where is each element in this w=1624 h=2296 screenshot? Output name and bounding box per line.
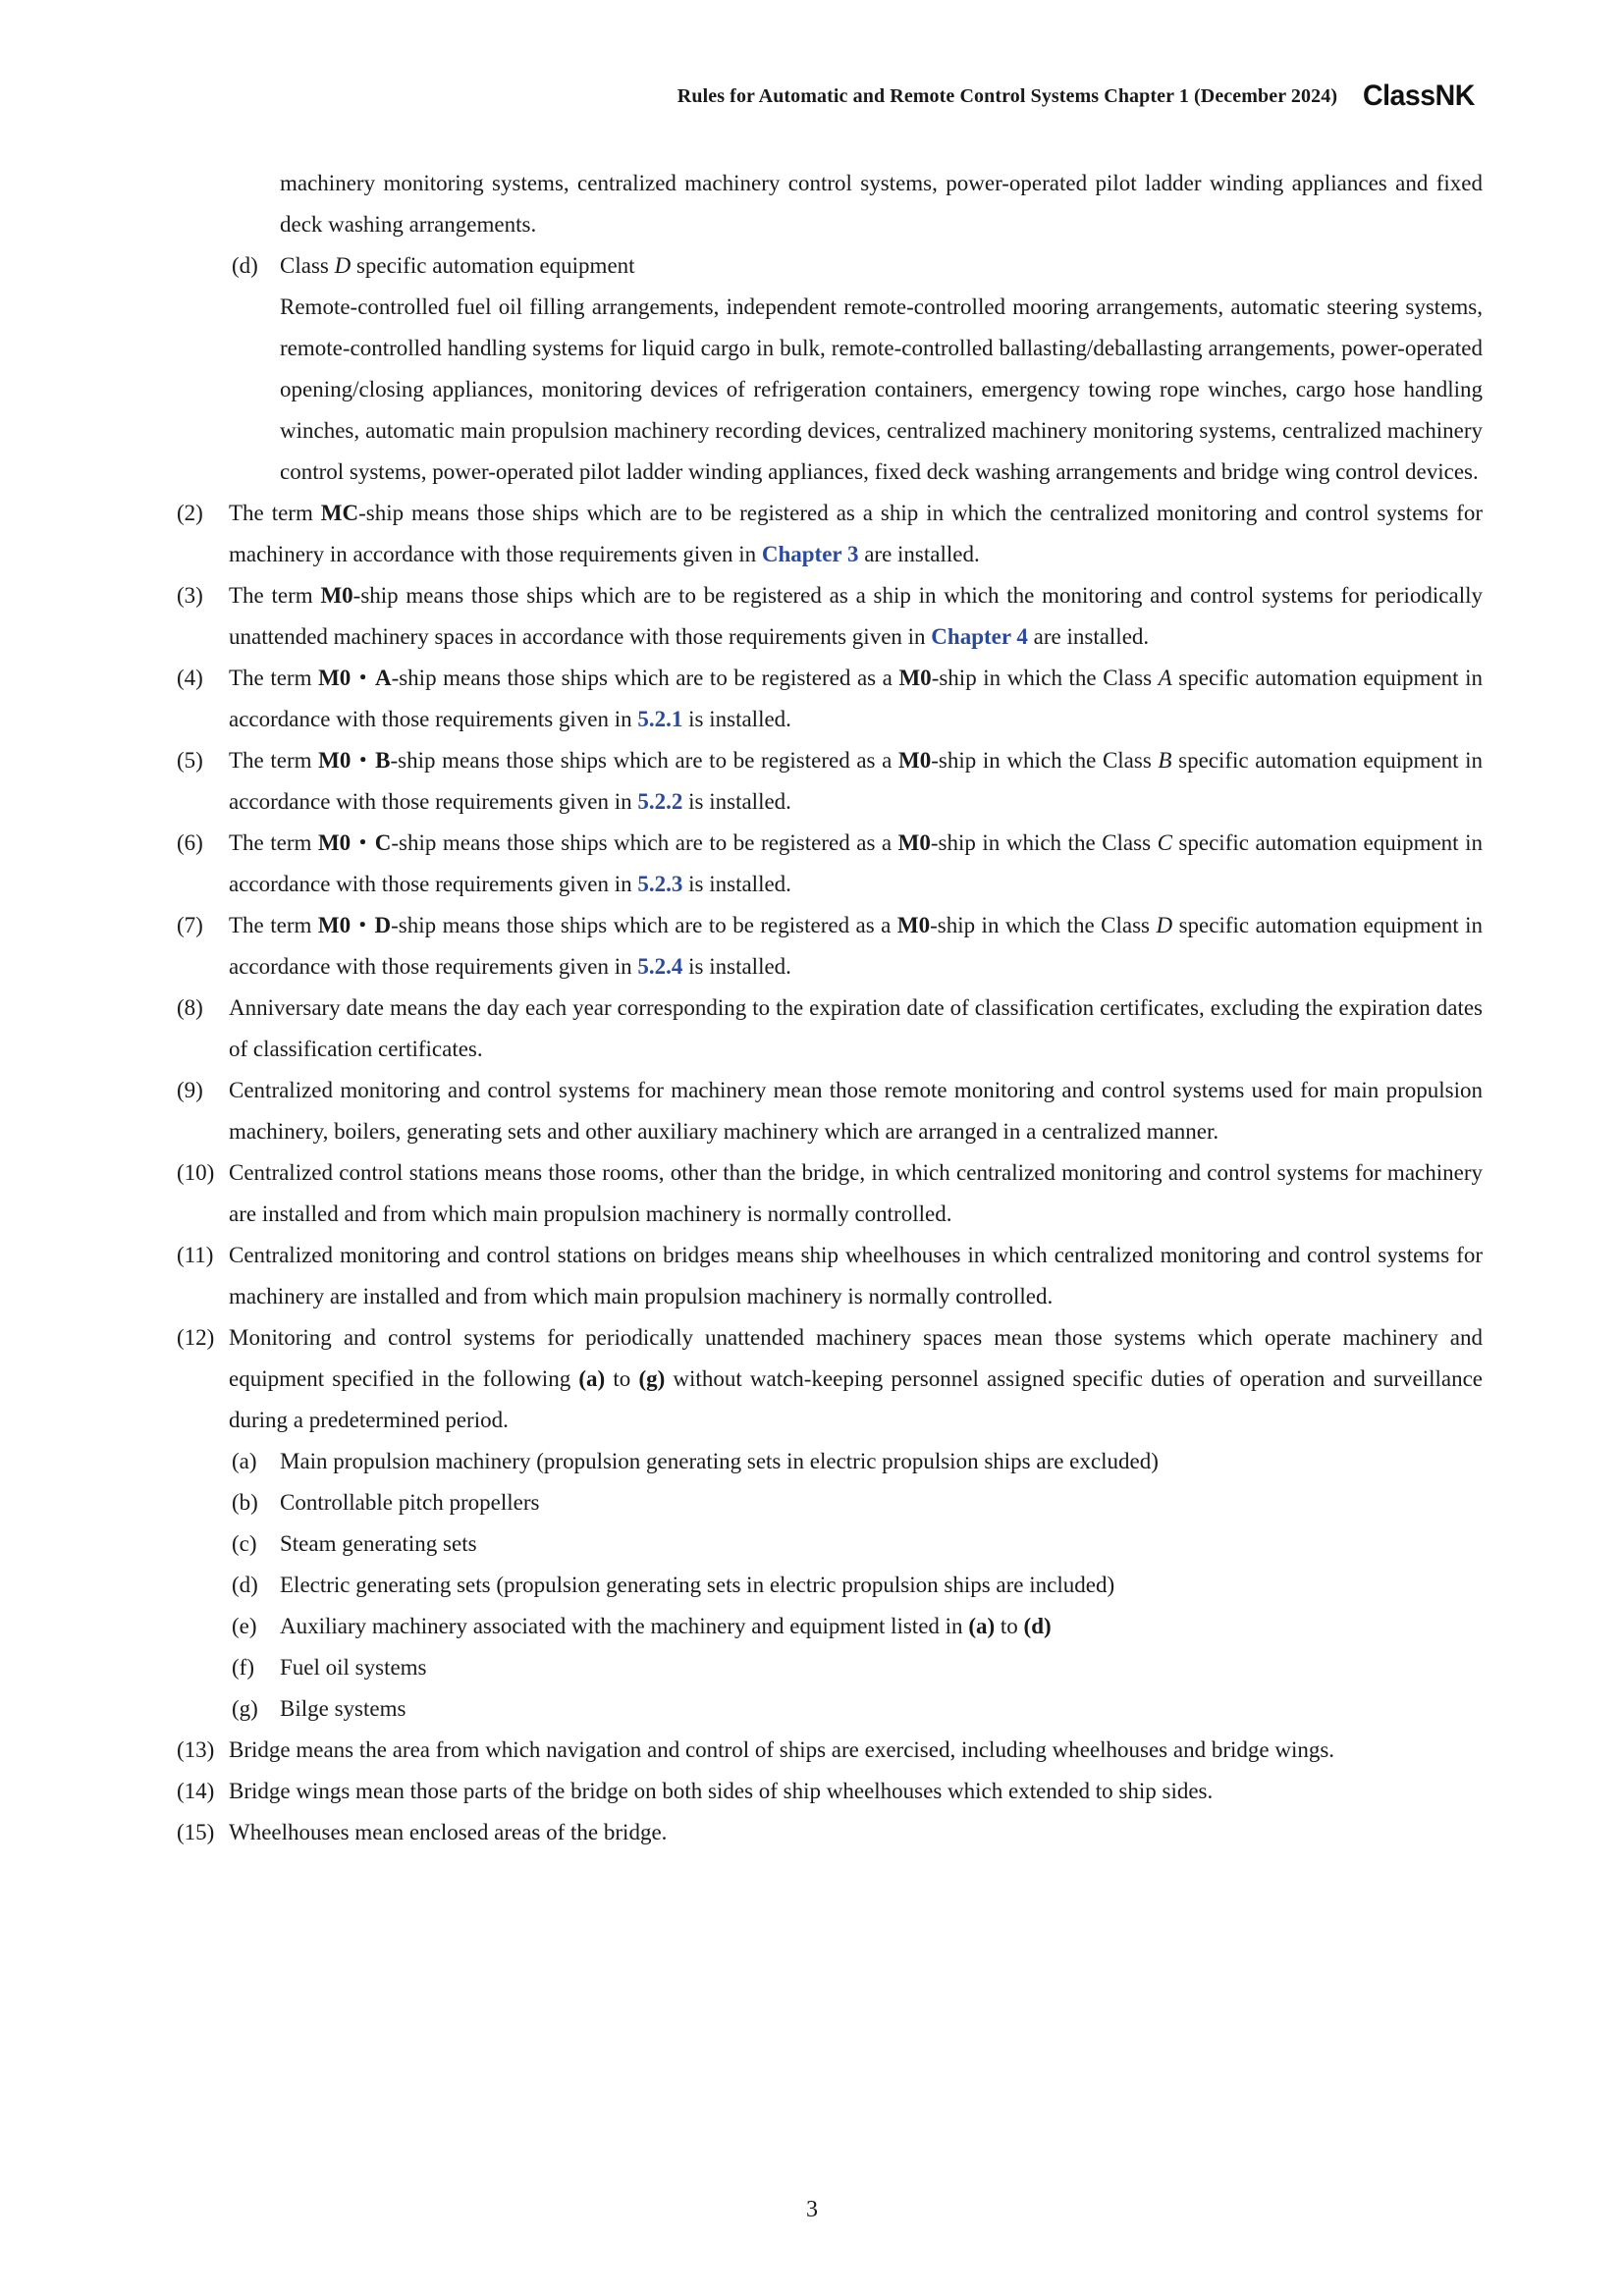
- section-5-2-1-link[interactable]: 5.2.1: [637, 707, 683, 731]
- item-label: (2): [177, 501, 203, 525]
- item-label: (12): [177, 1325, 215, 1350]
- document-body: [177, 163, 1483, 1853]
- chapter-3-link[interactable]: Chapter 3: [761, 542, 859, 566]
- chapter-4-link[interactable]: Chapter 4: [931, 624, 1028, 649]
- continuation-paragraph: machinery monitoring systems, centralized machinery control systems, power-operated pilot ladder winding appliances and fixed deck washing arrangements.: [280, 171, 1483, 237]
- list-item-5: (5) The term M0・B-ship means those ships which are to be registered as a M0-ship in which the Class B specific automation equipment in accordance with those requirements given in 5.2.2 is installed.: [177, 740, 1483, 823]
- sub-item-g: (g) Bilge systems: [232, 1696, 406, 1721]
- item-label: (8): [177, 995, 203, 1020]
- ref-a: (a): [578, 1366, 606, 1391]
- sub-item-a: (a) Main propulsion machinery (propulsion generating sets in electric propulsion ships are excluded): [232, 1449, 1159, 1473]
- list-item-14: (14) Bridge wings mean those parts of the bridge on both sides of ship wheelhouses which extended to ship sides.: [177, 1771, 1483, 1812]
- item-label: (7): [177, 913, 203, 937]
- page-header: [167, 77, 1475, 116]
- item-label: (14): [177, 1779, 215, 1803]
- list-item-10: (10) Centralized control stations means those rooms, other than the bridge, in which centralized monitoring and control systems for machinery are installed and from which main propulsion machinery is normally controlled.: [177, 1152, 1483, 1235]
- list-item-2: (2) The term MC-ship means those ships which are to be registered as a ship in which the centralized monitoring and control systems for machinery in accordance with those requirements given in Chapter 3 are installed.: [177, 493, 1483, 575]
- list-item-9: (9) Centralized monitoring and control systems for machinery mean those remote monitoring and control systems used for main propulsion machinery, boilers, generating sets and other auxiliary machinery which are arranged in a centralized manner.: [177, 1070, 1483, 1152]
- item-label: (d): [232, 253, 258, 278]
- sub-item-c: (c) Steam generating sets: [232, 1531, 477, 1556]
- item-label: (13): [177, 1737, 215, 1762]
- sub-item-d: (d) Electric generating sets (propulsion generating sets in electric propulsion ships are included): [232, 1573, 1115, 1597]
- list-item-11: (11) Centralized monitoring and control stations on bridges means ship wheelhouses in which centralized monitoring and control systems for machinery are installed and from which main propulsion machinery is normally controlled.: [177, 1235, 1483, 1317]
- item-label: (3): [177, 583, 203, 608]
- item-label: (9): [177, 1078, 203, 1102]
- section-5-2-3-link[interactable]: 5.2.3: [637, 872, 683, 896]
- list-item-12: (12) Monitoring and control systems for periodically unattended machinery spaces mean those systems which operate machinery and equipment specified in the following (a) to (g) without watch-keeping personnel assigned specific duties of operation and surveillance during a predetermined period.: [177, 1317, 1483, 1441]
- item-label: (11): [177, 1243, 214, 1267]
- item-label: (4): [177, 666, 203, 690]
- item-label: (6): [177, 830, 203, 855]
- page-number: 3: [806, 2197, 818, 2222]
- list-item-15: (15) Wheelhouses mean enclosed areas of the bridge.: [177, 1812, 1483, 1853]
- list-item-7: (7) The term M0・D-ship means those ships which are to be registered as a M0-ship in which the Class D specific automation equipment in accordance with those requirements given in 5.2.4 is installed.: [177, 905, 1483, 988]
- sub-item-f: (f) Fuel oil systems: [232, 1655, 427, 1680]
- classnk-logo: ClassNK: [1363, 80, 1475, 112]
- item-label: (15): [177, 1820, 215, 1844]
- running-title: Rules for Automatic and Remote Control Systems Chapter 1 (December 2024): [677, 84, 1338, 107]
- list-item-class-d: (d) Class D specific automation equipment: [177, 245, 1483, 287]
- list-item-3: (3) The term M0-ship means those ships which are to be registered as a ship in which the monitoring and control systems for periodically unattended machinery spaces in accordance with those requirements given in Chapter 4 are installed.: [177, 575, 1483, 658]
- item-label: (10): [177, 1160, 215, 1185]
- list-item-13: (13) Bridge means the area from which navigation and control of ships are exercised, including wheelhouses and bridge wings.: [177, 1730, 1483, 1771]
- list-item-6: (6) The term M0・C-ship means those ships which are to be registered as a M0-ship in which the Class C specific automation equipment in accordance with those requirements given in 5.2.3 is installed.: [177, 823, 1483, 905]
- sub-item-b: (b) Controllable pitch propellers: [232, 1490, 540, 1515]
- sub-item-e: (e) Auxiliary machinery associated with the machinery and equipment listed in (a) to (d): [232, 1614, 1052, 1638]
- item-label: (5): [177, 748, 203, 773]
- list-item-4: (4) The term M0・A-ship means those ships which are to be registered as a M0-ship in which the Class A specific automation equipment in accordance with those requirements given in 5.2.1 is installed.: [177, 658, 1483, 740]
- class-d-description: Remote-controlled fuel oil filling arrangements, independent remote-controlled mooring arrangements, automatic steering systems, remote-controlled handling systems for liquid cargo in bulk, remote-controlled ballasting/deballasting arrangements, power-operated opening/closing appliances, monitoring devices of refrigeration containers, emergency towing rope winches, cargo hose handling winches, automatic main propulsion machinery recording devices, centralized machinery monitoring systems, centralized machinery control systems, power-operated pilot ladder winding appliances, fixed deck washing arrangements and bridge wing control devices.: [280, 294, 1483, 484]
- list-item-8: (8) Anniversary date means the day each year corresponding to the expiration date of classification certificates, excluding the expiration dates of classification certificates.: [177, 988, 1483, 1070]
- section-5-2-4-link[interactable]: 5.2.4: [637, 954, 683, 979]
- section-5-2-2-link[interactable]: 5.2.2: [637, 789, 683, 814]
- ref-g: (g): [638, 1366, 666, 1391]
